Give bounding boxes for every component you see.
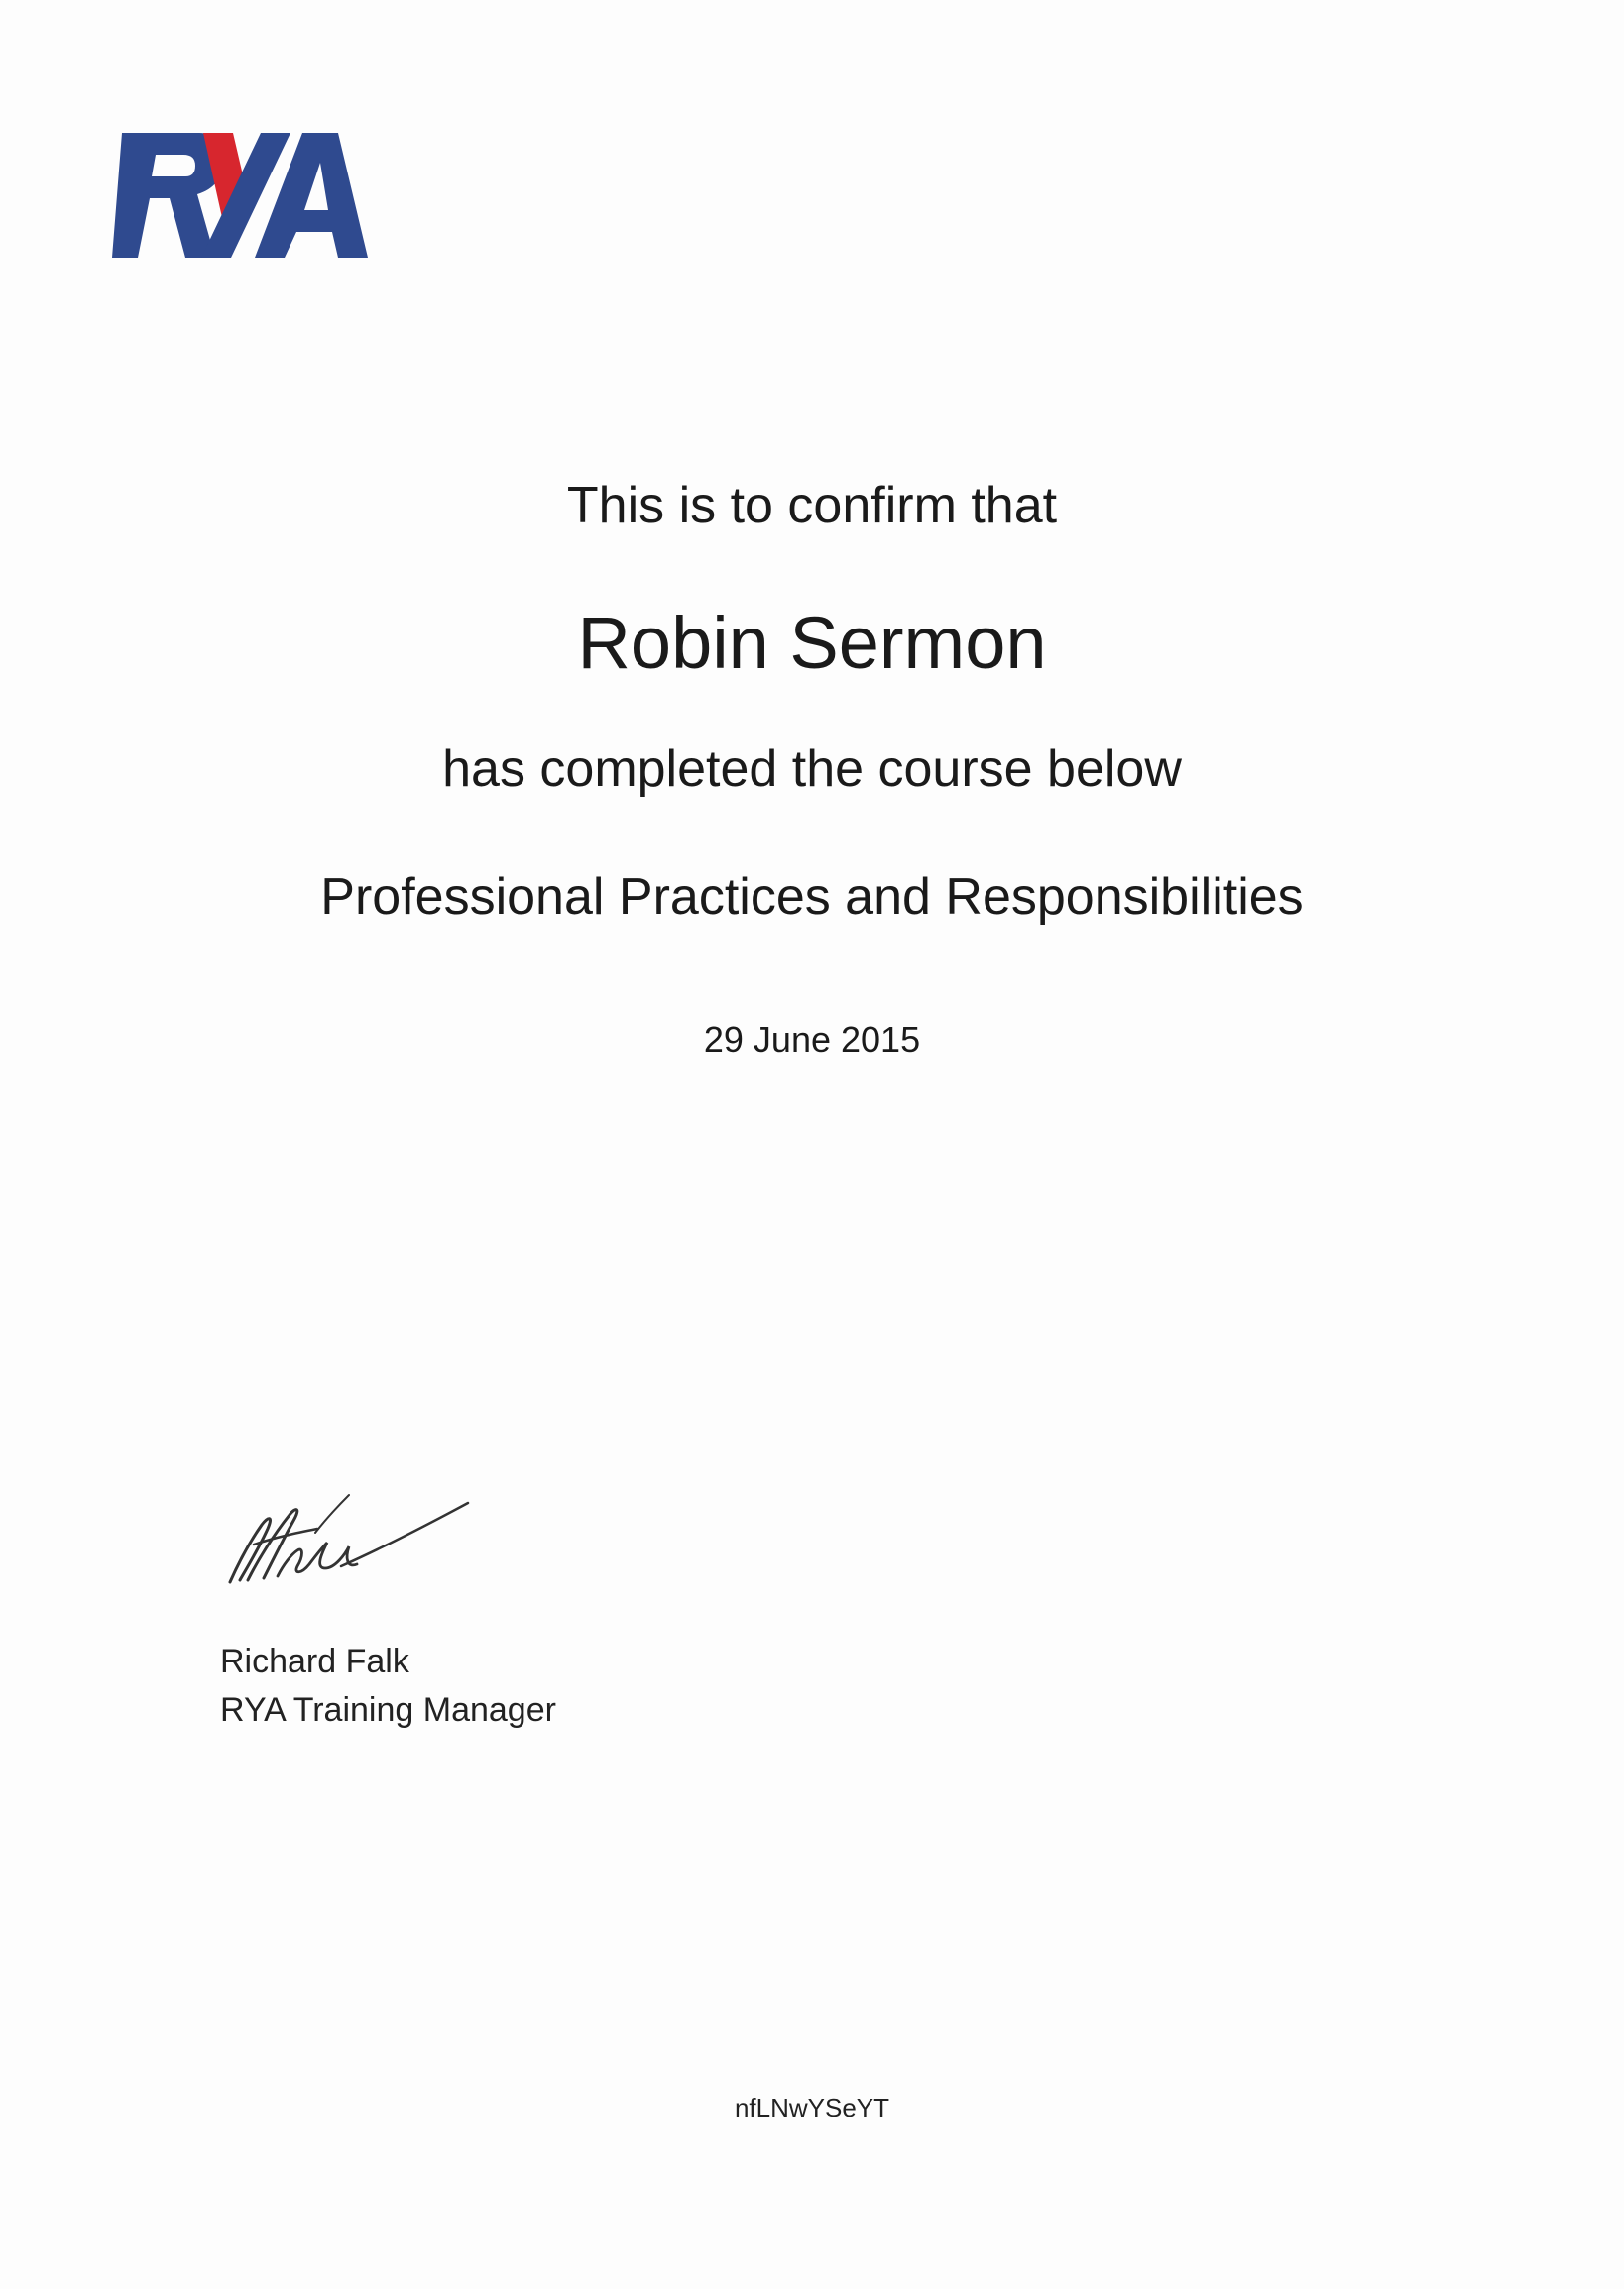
handwritten-signature [218,1485,476,1594]
completion-date: 29 June 2015 [703,1019,921,1060]
logo-letter-r [112,133,223,258]
completion-text: has completed the course below [442,741,1182,798]
signatory-name: Richard Falk [220,1643,409,1680]
recipient-name: Robin Sermon [577,602,1047,684]
course-title: Professional Practices and Responsibilities [320,868,1304,926]
signatory-title: RYA Training Manager [220,1691,556,1729]
intro-text: This is to confirm that [566,477,1058,534]
rya-logo [112,133,375,258]
verification-code: nfLNwYSeYT [734,2093,890,2122]
